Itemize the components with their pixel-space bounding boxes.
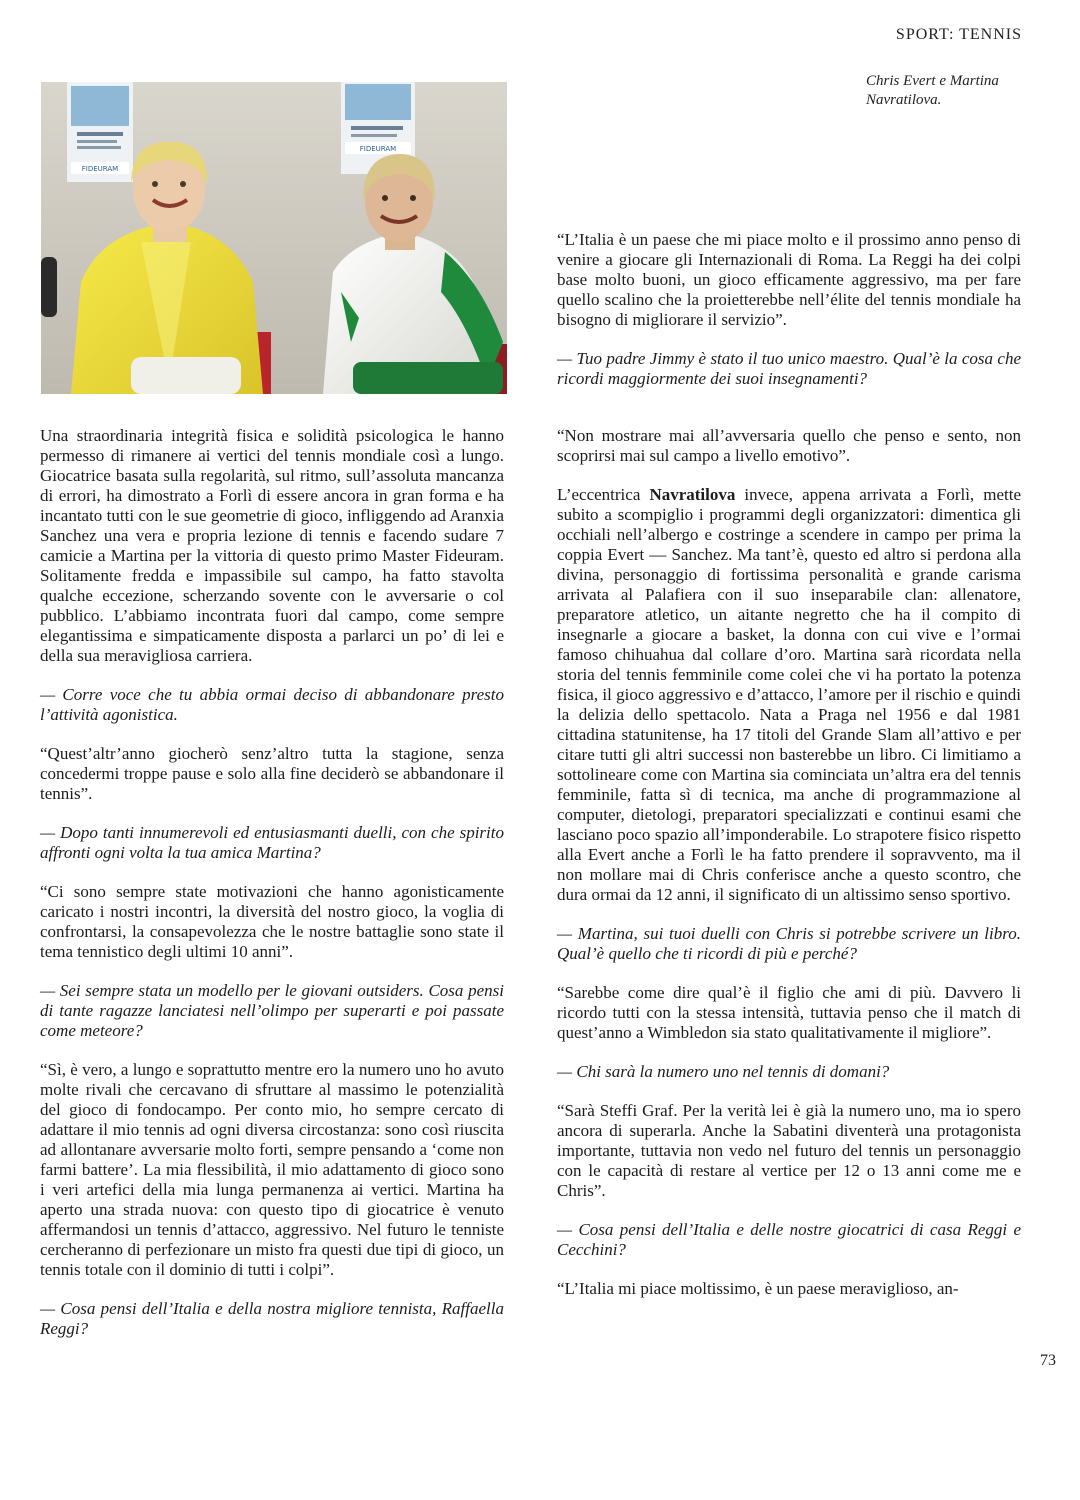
- interview-answer: “L’Italia è un paese che mi piace molto e il prossimo anno penso di venire a giocare gli Internazionali di Roma. La Reggi ha dei colpi base molto buoni, un gioco efficamente aggressivo, ma per fare quello scalino che la proietterebbe nell’élite del tennis mondiale ha bisogno di migliorare il servizio”.: [557, 230, 1021, 329]
- paragraph-start: L’eccentrica: [557, 485, 650, 504]
- interview-question: — Dopo tanti innumerevoli ed entusiasmanti duelli, con che spirito affronti ogni volta la tua amica Martina?: [40, 823, 504, 862]
- interview-answer: “Sì, è vero, a lungo e soprattutto mentre ero la numero uno ho avuto molte rivali che cercavano di sfruttare al massimo le potenzialità del gioco di fondocampo. Per conto mio, ho sempre cercato di adattare il mio tennis ad ogni diversa circostanza: sono così riuscita ad allontanare avversarie molto forti, sempre pensando a ‘come non farmi battere’. La mia flessibilità, il mio adattamento di gioco sono i veri artefici della mia lunga permanenza ai vertici. Martina ha aperto una strada nuova: con questo tipo di giocatrice è venuto affermandosi un tennis d’attacco, aggressivo. Nel futuro le tenniste cercheranno di perfezionare un misto fra questi due tipi di gioco, un tennis totale con il dominio di tutti i colpi”.: [40, 1060, 504, 1279]
- interview-question: — Cosa pensi dell’Italia e della nostra migliore tennista, Raffaella Reggi?: [40, 1299, 504, 1338]
- poster-left: [67, 82, 133, 182]
- interview-answer: “Quest’altr’anno giocherò senz’altro tutta la stagione, senza concedermi troppe pause e solo alla fine deciderò se abbandonare il tennis”.: [40, 744, 504, 803]
- photo-evert-navratilova: [41, 82, 507, 394]
- page-number: 73: [1040, 1352, 1056, 1369]
- interview-question: — Sei sempre stata un modello per le giovani outsiders. Cosa pensi di tante ragazze lanciatesi nell’olimpo per superarti e poi passate come meteore?: [40, 981, 504, 1040]
- caption-line: Navratilova.: [866, 92, 942, 108]
- section-title: SPORT: TENNIS: [895, 26, 1022, 43]
- interview-answer: “L’Italia mi piace moltissimo, è un paese meraviglioso, an-: [557, 1279, 959, 1298]
- article-paragraph: Una straordinaria integrità fisica e solidità psicologica le hanno permesso di rimanere ai vertici del tennis mondiale così a lungo. Giocatrice basata sulla regolarità, sul ritmo, sull’assoluta mancanza di errori, ha dimostrato a Forlì di essere ancora in gran forma e ha incantato tutti con le sue geometrie di gioco, infliggendo ad Aranxia Sanchez una vera e propria lezione di tennis e facendo sudare 7 camicie a Martina per la vittoria di questo primo Master Fideuram. Solitamente fredda e impassibile sul campo, ha fatto stavolta qualche eccezione, scherzando sovente con le avversarie o col pubblico. L’abbiamo incontrata fuori dal campo, come sempre elegantissima e simpaticamente disposta a parlarci un po’ di lei e della sua meravigliosa carriera.: [40, 426, 504, 665]
- interview-answer: “Non mostrare mai all’avversaria quello che penso e sento, non scoprirsi mai sul campo a livello emotivo”.: [557, 426, 1021, 465]
- interview-question: — Chi sarà la numero uno nel tennis di domani?: [557, 1062, 890, 1081]
- interview-question: — Cosa pensi dell’Italia e delle nostre giocatrici di casa Reggi e Cecchini?: [557, 1220, 1021, 1259]
- interview-question: — Tuo padre Jimmy è stato il tuo unico maestro. Qual’è la cosa che ricordi maggiormente dei suoi insegnamenti?: [557, 349, 1021, 388]
- left-column: [40, 426, 504, 1358]
- interview-answer: “Sarebbe come dire qual’è il figlio che ami di più. Davvero li ricordo tutti con la stessa intensità, tuttavia penso che il match di quest’anno a Wimbledon sia stato qualitativamente il migliore”.: [557, 983, 1021, 1042]
- article-paragraph: [557, 485, 1021, 905]
- interview-answer: “Sarà Steffi Graf. Per la verità lei è già la numero uno, ma io spero ancora di superarla. Anche la Sabatini diventerà una protagonista importante, tuttavia non vedo nel futuro del tennis un personaggio con le capacità di restare al vertice per 12 o 13 anni come me e Chris”.: [557, 1101, 1021, 1200]
- photo-caption: [866, 72, 1056, 110]
- right-column: [557, 426, 1021, 1299]
- svg-text:FIDEURAM: FIDEURAM: [359, 145, 397, 153]
- interview-question: — Martina, sui tuoi duelli con Chris si potrebbe scrivere un libro. Qual’è quello che ti ricordi di più e perché?: [557, 924, 1021, 963]
- name-highlight: Navratilova: [649, 485, 736, 504]
- interview-question: — Corre voce che tu abbia ormai deciso di abbandonare presto l’attività agonistica.: [40, 685, 504, 724]
- svg-text:FIDEURAM: FIDEURAM: [81, 165, 119, 173]
- paragraph-rest: invece, appena arrivata a Forlì, mette subito a scompiglio i programmi degli organizzatori: dimentica gli occhiali nell’albergo e costringe a scendere in campo per prima la coppia Evert — Sanchez. Ma tant’è, questo ed altro si perdona alla divina, personaggio di fortissima personalità e grande carisma arrivata al Palafiera con il suo inseparabile clan: allenatore, preparatore atletico, un aitante negretto che ha il compito di insegnarle a giocare a basket, la donna con cui vive e l’ormai famoso chihuahua dal collare d’oro. Martina sarà ricordata nella storia del tennis femminile come colei che vi ha portato la potenza fisica, il gioco aggressivo e d’attacco, l’amore per il rischio e quindi la delizia dello spettacolo. Nata a Praga nel 1956 e dal 1981 cittadina statunitense, ha 17 titoli del Grande Slam all’attivo e per citare tutti gli altri successi non basterebbe un libro. Ci limitiamo a sottolineare come con Martina sia cominciata un’altra era del tennis femminile, fatta sì di tecnica, ma anche di programmazione al computer, dietologi, preparatori specializzati e continui esami che lasciano poco spazio all’imponderabile. Lo strapotere fisico rispetto alla Evert anche a Forlì le ha fatto prendere il sopravvento, ma il non mollare mai di Chris conferisce anche a questo scontro, che dura ormai da 12 anni, il significato di un altissimo senso sportivo.: [557, 485, 1021, 904]
- caption-line: Chris Evert e Martina: [866, 73, 999, 89]
- right-column-top: [557, 230, 1021, 408]
- interview-answer: “Ci sono sempre state motivazioni che hanno agonisticamente caricato i nostri incontri, la diversità del nostro gioco, la voglia di confrontarsi, la consapevolezza che le nostre battaglie sono state il tema tennistico degli ultimi 10 anni”.: [40, 882, 504, 961]
